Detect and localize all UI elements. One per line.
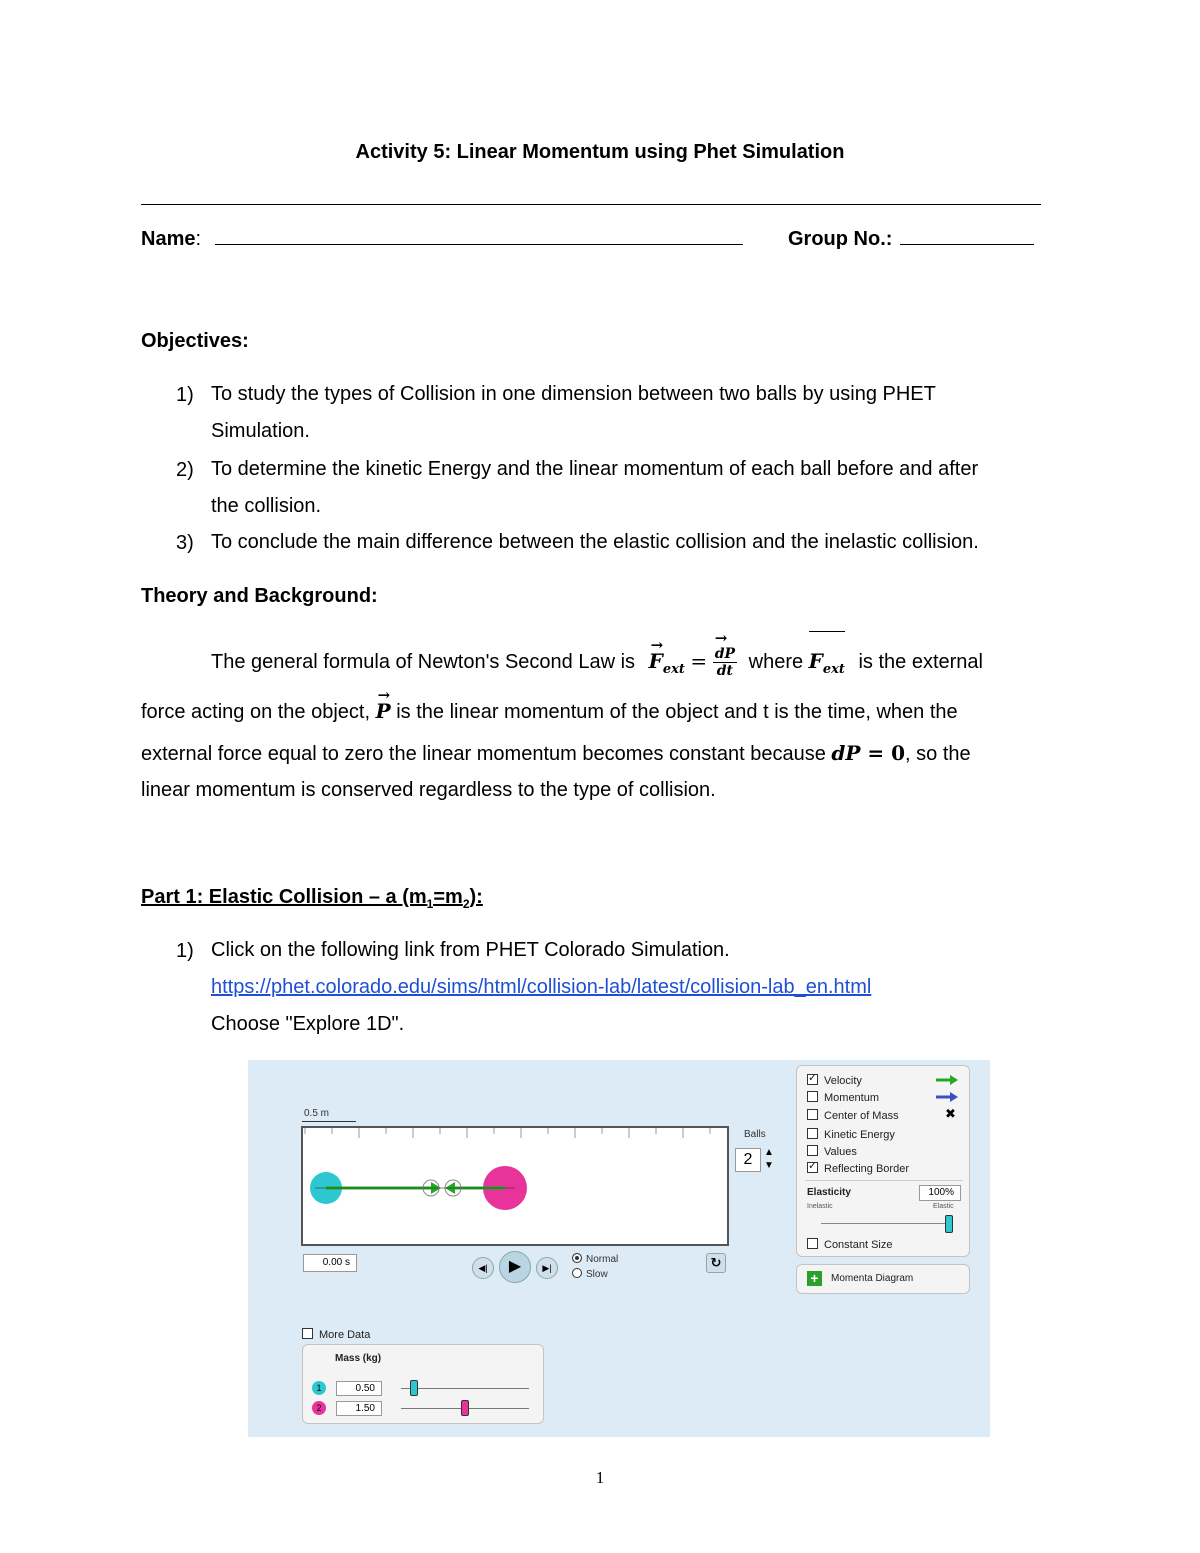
- velocity-checkbox-box[interactable]: [807, 1074, 818, 1085]
- objective-1-line2: Simulation.: [211, 420, 310, 442]
- scale-label: 0.5 m: [304, 1108, 330, 1119]
- group-blank[interactable]: [900, 224, 1034, 245]
- reflecting-border-checkbox[interactable]: ✓Reflecting Border: [807, 1162, 909, 1175]
- objectives-heading: Objectives:: [141, 330, 249, 352]
- objective-1: [211, 376, 936, 450]
- theory-p3-end: , so the: [905, 743, 971, 765]
- play-icon: ▶: [508, 1258, 522, 1275]
- name-row: Name:: [141, 224, 743, 251]
- dp-numerator: → dP: [713, 646, 737, 663]
- elasticity-value: 100%: [919, 1185, 961, 1201]
- objective-1-line1: To study the types of Collision in one dimension between two balls by using PHET: [211, 383, 936, 405]
- step-1-number: 1): [176, 940, 194, 962]
- theory-p1-start: The general formula of Newton's Second Law is: [211, 651, 636, 673]
- mass-label: Mass (kg): [335, 1353, 382, 1364]
- theory-heading: Theory and Background:: [141, 585, 378, 607]
- objective-3-number: 3): [176, 532, 194, 554]
- momentum-arrow-icon: [935, 1091, 959, 1103]
- momentum-checkbox[interactable]: Momentum: [807, 1091, 879, 1104]
- phet-link[interactable]: https://phet.colorado.edu/sims/html/collision-lab/latest/collision-lab_en.html: [211, 976, 872, 998]
- step-back-icon: ◀|: [478, 1263, 488, 1273]
- ball-1-badge: 1: [312, 1381, 326, 1395]
- name-label: Name: [141, 228, 196, 250]
- balls-label: Balls: [744, 1129, 766, 1140]
- force-symbol: → $F_{ext}$: [649, 643, 685, 688]
- center-of-mass-checkbox[interactable]: Center of Mass: [807, 1109, 899, 1122]
- elasticity-label: Elasticity: [807, 1187, 851, 1198]
- title-divider: [141, 204, 1041, 205]
- theory-p1-where: where: [748, 651, 804, 673]
- momentum-symbol: → P: [376, 693, 391, 730]
- slow-radio[interactable]: [572, 1268, 582, 1278]
- elasticity-slider-thumb[interactable]: [945, 1215, 953, 1233]
- part1-heading: Part 1: Elastic Collision – a $(m_1=m_2)$:: [141, 886, 483, 911]
- objective-2-line2: the collision.: [211, 495, 322, 517]
- objective-3-line1: To conclude the main difference between the elastic collision and the inelastic collision.: [211, 531, 979, 553]
- ball-1-mass-slider-thumb[interactable]: [410, 1380, 418, 1396]
- scale-bar: [302, 1121, 356, 1122]
- objective-1-number: 1): [176, 384, 194, 406]
- expand-plus-icon[interactable]: +: [807, 1271, 822, 1286]
- theory-line-4: linear momentum is conserved regardless to the type of collision.: [141, 779, 716, 801]
- theory-line-2: [141, 693, 958, 731]
- reflecting-border-checkbox-box[interactable]: [807, 1162, 818, 1173]
- group-row: [788, 224, 1034, 251]
- dp-dt-fraction: [713, 646, 737, 679]
- group-label: Group No.:: [788, 228, 893, 250]
- momenta-diagram-label: Momenta Diagram: [831, 1273, 914, 1284]
- center-of-mass-x-icon: ✖: [945, 1106, 956, 1121]
- play-button[interactable]: [499, 1251, 531, 1283]
- reset-icon: ↻: [710, 1255, 722, 1270]
- center-of-mass-checkbox-box[interactable]: [807, 1109, 818, 1120]
- choose-explore-text: Choose "Explore 1D".: [211, 1013, 405, 1035]
- speed-slow-option[interactable]: Slow: [572, 1268, 608, 1280]
- dp-zero-expression: dP = 0: [831, 741, 906, 765]
- velocity-arrow-icon: [935, 1074, 959, 1086]
- constant-size-checkbox[interactable]: Constant Size: [807, 1238, 892, 1251]
- values-checkbox-box[interactable]: [807, 1145, 818, 1156]
- step-back-button[interactable]: [472, 1257, 494, 1279]
- phet-simulation-screenshot: [248, 1060, 990, 1437]
- visibility-control-panel: [796, 1065, 970, 1257]
- values-checkbox[interactable]: Values: [807, 1145, 857, 1158]
- ball-2-badge: 2: [312, 1401, 326, 1415]
- more-data-checkbox-box[interactable]: [302, 1328, 313, 1339]
- theory-p2-start: force acting on the object,: [141, 701, 371, 723]
- momenta-diagram-panel[interactable]: [796, 1264, 970, 1294]
- page-title: Activity 5: Linear Momentum using Phet Simulation: [355, 141, 845, 163]
- theory-p3-start: external force equal to zero the linear momentum becomes constant because: [141, 743, 826, 765]
- equals-sign: =: [690, 649, 708, 673]
- elastic-label: Elastic: [933, 1203, 954, 1210]
- more-data-checkbox[interactable]: More Data: [302, 1328, 370, 1341]
- objective-2: [211, 451, 978, 525]
- step-forward-icon: ▶|: [542, 1263, 552, 1273]
- ball-1-mass-input[interactable]: 0.50: [336, 1381, 382, 1396]
- objective-2-line1: To determine the kinetic Energy and the linear momentum of each ball before and after: [211, 458, 979, 480]
- theory-line-3: [141, 735, 971, 773]
- reset-button[interactable]: [706, 1253, 726, 1273]
- step-forward-button[interactable]: [536, 1257, 558, 1279]
- theory-p1-end: is the external: [858, 651, 983, 673]
- ball-2-mass-slider-thumb[interactable]: [461, 1400, 469, 1416]
- kinetic-energy-checkbox[interactable]: Kinetic Energy: [807, 1128, 895, 1141]
- page-number: 1: [595, 1468, 605, 1487]
- ball-2-mass-input[interactable]: 1.50: [336, 1401, 382, 1416]
- balls-count-input[interactable]: 2: [735, 1148, 761, 1172]
- time-display: 0.00 s: [303, 1254, 357, 1272]
- ball-1-mass-slider-track[interactable]: [401, 1388, 529, 1389]
- theory-line-1: [211, 643, 983, 688]
- play-area[interactable]: [301, 1126, 729, 1246]
- objective-2-number: 2): [176, 459, 194, 481]
- normal-radio[interactable]: [572, 1253, 582, 1263]
- mass-panel: [302, 1344, 544, 1424]
- constant-size-checkbox-box[interactable]: [807, 1238, 818, 1249]
- dt-denominator: dt: [716, 663, 734, 680]
- step-1-text: Click on the following link from PHET Colorado Simulation.: [211, 939, 730, 961]
- elasticity-slider-track[interactable]: [821, 1223, 949, 1224]
- panel-divider: [805, 1180, 963, 1181]
- kinetic-energy-checkbox-box[interactable]: [807, 1128, 818, 1139]
- velocity-checkbox[interactable]: ✓Velocity: [807, 1074, 862, 1087]
- name-blank[interactable]: [215, 224, 743, 245]
- balls-spinner-arrows[interactable]: ▲ ▼: [764, 1147, 774, 1171]
- force-ext-symbol: $F_{ext}$: [809, 643, 845, 688]
- speed-normal-option[interactable]: Normal: [572, 1253, 618, 1265]
- step-1: [211, 932, 871, 1043]
- theory-p2-end: is the linear momentum of the object and t is the time, when the: [396, 701, 958, 723]
- inelastic-label: Inelastic: [807, 1203, 833, 1210]
- objective-3: [211, 524, 979, 561]
- momentum-checkbox-box[interactable]: [807, 1091, 818, 1102]
